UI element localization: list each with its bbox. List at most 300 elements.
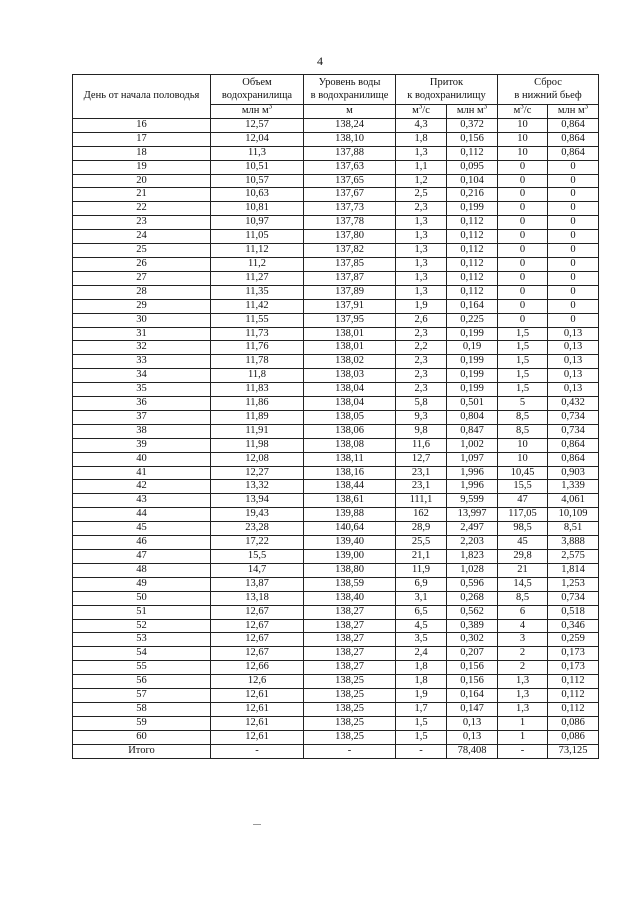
cell-discharge-volume: 0,864: [548, 118, 599, 132]
cell-inflow-volume: 2,497: [447, 522, 498, 536]
cell-inflow-rate: 1,3: [396, 244, 447, 258]
cell-discharge-rate: 15,5: [498, 480, 548, 494]
header-discharge-line2: в нижний бьеф: [514, 89, 582, 101]
header-level-line2: в водохранилище: [310, 89, 389, 101]
cell-level: 138,04: [304, 383, 396, 397]
cell-inflow-volume: 0,164: [447, 689, 498, 703]
cell-inflow-volume: 0,199: [447, 355, 498, 369]
cell-inflow-rate: 2,3: [396, 383, 447, 397]
cell-day: 31: [73, 327, 211, 341]
cell-level: 139,88: [304, 508, 396, 522]
cell-day: 39: [73, 438, 211, 452]
cell-level: 138,01: [304, 341, 396, 355]
table-row: [73, 424, 599, 438]
cell-level: 137,67: [304, 188, 396, 202]
total-volume: -: [211, 744, 304, 758]
cell-inflow-rate: 1,3: [396, 146, 447, 160]
cell-day: 50: [73, 591, 211, 605]
cell-inflow-volume: 0,199: [447, 369, 498, 383]
cell-discharge-rate: 1: [498, 730, 548, 744]
cell-inflow-rate: 4,5: [396, 619, 447, 633]
cell-inflow-rate: 1,2: [396, 174, 447, 188]
cell-volume: 17,22: [211, 536, 304, 550]
cell-discharge-volume: 0,112: [548, 689, 599, 703]
cell-day: 40: [73, 452, 211, 466]
table-row: [73, 313, 599, 327]
cell-discharge-rate: 1,5: [498, 355, 548, 369]
cell-inflow-rate: 25,5: [396, 536, 447, 550]
table-row: [73, 536, 599, 550]
cell-volume: 11,35: [211, 285, 304, 299]
table-body: [73, 118, 599, 758]
cell-discharge-rate: 45: [498, 536, 548, 550]
cell-inflow-volume: 1,823: [447, 550, 498, 564]
cell-day: 36: [73, 397, 211, 411]
cell-discharge-rate: 21: [498, 563, 548, 577]
cell-level: 138,27: [304, 647, 396, 661]
cell-level: 138,27: [304, 633, 396, 647]
cell-discharge-rate: 10: [498, 438, 548, 452]
cell-discharge-rate: 0: [498, 216, 548, 230]
cell-level: 138,44: [304, 480, 396, 494]
cell-inflow-rate: 1,5: [396, 730, 447, 744]
cell-level: 139,00: [304, 550, 396, 564]
table-row: [73, 452, 599, 466]
cell-volume: 12,66: [211, 661, 304, 675]
cell-inflow-rate: 2,5: [396, 188, 447, 202]
cell-discharge-rate: 1,5: [498, 369, 548, 383]
table-row: [73, 619, 599, 633]
cell-level: 138,05: [304, 410, 396, 424]
cell-volume: 15,5: [211, 550, 304, 564]
cell-level: 138,27: [304, 605, 396, 619]
cell-inflow-volume: 0,372: [447, 118, 498, 132]
cell-volume: 12,61: [211, 716, 304, 730]
table-header: [73, 75, 599, 119]
cell-discharge-volume: 1,253: [548, 577, 599, 591]
cell-level: 138,04: [304, 397, 396, 411]
cell-discharge-rate: 3: [498, 633, 548, 647]
cell-discharge-volume: 10,109: [548, 508, 599, 522]
cell-inflow-volume: 13,997: [447, 508, 498, 522]
cell-inflow-rate: 5,8: [396, 397, 447, 411]
cell-discharge-rate: 6: [498, 605, 548, 619]
cell-volume: 10,57: [211, 174, 304, 188]
cell-discharge-volume: 0,13: [548, 383, 599, 397]
cell-discharge-rate: 2: [498, 661, 548, 675]
cell-day: 33: [73, 355, 211, 369]
header-volume-line2: водохранилища: [221, 89, 293, 101]
cell-level: 137,73: [304, 202, 396, 216]
cell-discharge-volume: 0,086: [548, 716, 599, 730]
cell-inflow-volume: 0,112: [447, 244, 498, 258]
cell-level: 138,16: [304, 466, 396, 480]
cell-discharge-volume: 0: [548, 174, 599, 188]
table-row: [73, 369, 599, 383]
cell-discharge-rate: 0: [498, 271, 548, 285]
cell-level: 138,40: [304, 591, 396, 605]
cell-inflow-volume: 1,028: [447, 563, 498, 577]
cell-level: 137,89: [304, 285, 396, 299]
cell-level: 138,27: [304, 619, 396, 633]
cell-inflow-rate: 11,6: [396, 438, 447, 452]
cell-inflow-volume: 0,112: [447, 146, 498, 160]
cell-discharge-volume: 0: [548, 299, 599, 313]
table-row: [73, 383, 599, 397]
total-row: [73, 744, 599, 758]
table-row: [73, 605, 599, 619]
cell-discharge-rate: 1: [498, 716, 548, 730]
cell-discharge-volume: 0,173: [548, 661, 599, 675]
cell-discharge-volume: 0,112: [548, 702, 599, 716]
cell-volume: 12,61: [211, 702, 304, 716]
cell-discharge-rate: 0: [498, 244, 548, 258]
cell-inflow-rate: 9,3: [396, 410, 447, 424]
cell-discharge-rate: 0: [498, 285, 548, 299]
cell-inflow-rate: 6,5: [396, 605, 447, 619]
cell-level: 137,82: [304, 244, 396, 258]
cell-inflow-rate: 1,3: [396, 271, 447, 285]
cell-day: 26: [73, 257, 211, 271]
cell-discharge-volume: 0: [548, 188, 599, 202]
header-day: День от начала половодья: [73, 75, 211, 119]
total-inflow-volume: 78,408: [447, 744, 498, 758]
cell-discharge-volume: 0,734: [548, 410, 599, 424]
cell-volume: 11,55: [211, 313, 304, 327]
cell-discharge-rate: 0: [498, 188, 548, 202]
cell-discharge-volume: 0: [548, 202, 599, 216]
cell-inflow-volume: 0,207: [447, 647, 498, 661]
table-row: [73, 397, 599, 411]
cell-discharge-volume: 0,13: [548, 369, 599, 383]
cell-inflow-rate: 1,1: [396, 160, 447, 174]
table-row: [73, 327, 599, 341]
cell-discharge-rate: 1,3: [498, 702, 548, 716]
cell-inflow-rate: 1,3: [396, 230, 447, 244]
cell-discharge-rate: 2: [498, 647, 548, 661]
cell-day: 47: [73, 550, 211, 564]
unit-discharge-volume: млн $м^3$: [548, 105, 599, 119]
cell-inflow-rate: 1,9: [396, 689, 447, 703]
cell-day: 19: [73, 160, 211, 174]
cell-inflow-volume: 0,199: [447, 327, 498, 341]
cell-inflow-volume: 0,847: [447, 424, 498, 438]
cell-discharge-rate: 10: [498, 118, 548, 132]
scan-mark: [253, 824, 261, 825]
cell-day: 51: [73, 605, 211, 619]
cell-level: 137,91: [304, 299, 396, 313]
cell-day: 37: [73, 410, 211, 424]
cell-inflow-rate: 162: [396, 508, 447, 522]
cell-discharge-volume: 0,864: [548, 146, 599, 160]
cell-inflow-volume: 0,804: [447, 410, 498, 424]
cell-volume: 12,61: [211, 730, 304, 744]
unit-discharge-rate: $м^3/с$: [498, 105, 548, 119]
cell-inflow-volume: 0,19: [447, 341, 498, 355]
cell-discharge-rate: 0: [498, 160, 548, 174]
cell-day: 30: [73, 313, 211, 327]
cell-level: 138,03: [304, 369, 396, 383]
cell-day: 38: [73, 424, 211, 438]
cell-discharge-rate: 5: [498, 397, 548, 411]
cell-volume: 12,67: [211, 647, 304, 661]
cell-day: 59: [73, 716, 211, 730]
cell-level: 138,11: [304, 452, 396, 466]
cell-inflow-volume: 0,156: [447, 132, 498, 146]
cell-level: 138,25: [304, 689, 396, 703]
cell-day: 55: [73, 661, 211, 675]
cell-day: 16: [73, 118, 211, 132]
cell-discharge-rate: 14,5: [498, 577, 548, 591]
cell-volume: 10,63: [211, 188, 304, 202]
cell-day: 18: [73, 146, 211, 160]
cell-inflow-volume: 0,596: [447, 577, 498, 591]
cell-discharge-rate: 1,5: [498, 383, 548, 397]
cell-volume: 13,94: [211, 494, 304, 508]
cell-discharge-volume: 0,346: [548, 619, 599, 633]
cell-inflow-rate: 23,1: [396, 466, 447, 480]
cell-day: 25: [73, 244, 211, 258]
cell-discharge-volume: 0,864: [548, 132, 599, 146]
table-row: [73, 716, 599, 730]
cell-level: 138,80: [304, 563, 396, 577]
cell-inflow-volume: 0,164: [447, 299, 498, 313]
page-number: 4: [317, 54, 323, 68]
cell-day: 28: [73, 285, 211, 299]
cell-volume: 11,76: [211, 341, 304, 355]
cell-level: 138,25: [304, 730, 396, 744]
cell-volume: 13,32: [211, 480, 304, 494]
header-inflow-line2: к водохранилищу: [407, 89, 486, 101]
cell-inflow-volume: 0,302: [447, 633, 498, 647]
cell-volume: 12,67: [211, 605, 304, 619]
cell-inflow-rate: 3,1: [396, 591, 447, 605]
cell-discharge-rate: 8,5: [498, 410, 548, 424]
cell-level: 138,06: [304, 424, 396, 438]
cell-inflow-volume: 0,389: [447, 619, 498, 633]
cell-volume: 11,91: [211, 424, 304, 438]
cell-inflow-rate: 2,3: [396, 202, 447, 216]
table-row: [73, 702, 599, 716]
table-row: [73, 522, 599, 536]
cell-inflow-rate: 2,3: [396, 355, 447, 369]
cell-day: 57: [73, 689, 211, 703]
cell-discharge-volume: 3,888: [548, 536, 599, 550]
cell-inflow-volume: 0,156: [447, 675, 498, 689]
cell-volume: 11,05: [211, 230, 304, 244]
cell-discharge-rate: 1,3: [498, 689, 548, 703]
table-row: [73, 271, 599, 285]
cell-day: 29: [73, 299, 211, 313]
table-row: [73, 675, 599, 689]
cell-discharge-volume: 0: [548, 285, 599, 299]
cell-discharge-rate: 4: [498, 619, 548, 633]
cell-inflow-volume: 0,13: [447, 730, 498, 744]
cell-volume: 13,87: [211, 577, 304, 591]
cell-inflow-volume: 0,112: [447, 257, 498, 271]
table-row: [73, 577, 599, 591]
table-row: [73, 160, 599, 174]
cell-level: 137,63: [304, 160, 396, 174]
cell-discharge-volume: 0: [548, 216, 599, 230]
cell-volume: 11,12: [211, 244, 304, 258]
cell-discharge-volume: 0: [548, 160, 599, 174]
cell-discharge-volume: 0,864: [548, 452, 599, 466]
cell-day: 54: [73, 647, 211, 661]
cell-level: 137,65: [304, 174, 396, 188]
table-row: [73, 647, 599, 661]
cell-inflow-volume: 0,112: [447, 271, 498, 285]
cell-volume: 10,97: [211, 216, 304, 230]
cell-inflow-volume: 0,199: [447, 383, 498, 397]
cell-inflow-volume: 0,112: [447, 230, 498, 244]
cell-discharge-rate: 10,45: [498, 466, 548, 480]
cell-discharge-rate: 10: [498, 132, 548, 146]
cell-discharge-volume: 2,575: [548, 550, 599, 564]
cell-inflow-volume: 1,996: [447, 480, 498, 494]
total-day: Итого: [73, 744, 211, 758]
cell-inflow-volume: 1,097: [447, 452, 498, 466]
unit-inflow-rate: $м^3/с$: [396, 105, 447, 119]
table-row: [73, 216, 599, 230]
cell-discharge-volume: 0: [548, 313, 599, 327]
table-row: [73, 257, 599, 271]
cell-day: 21: [73, 188, 211, 202]
cell-inflow-rate: 21,1: [396, 550, 447, 564]
cell-volume: 11,27: [211, 271, 304, 285]
cell-volume: 12,67: [211, 619, 304, 633]
cell-inflow-rate: 23,1: [396, 480, 447, 494]
cell-day: 35: [73, 383, 211, 397]
cell-level: 138,02: [304, 355, 396, 369]
cell-level: 138,25: [304, 702, 396, 716]
table-row: [73, 299, 599, 313]
table-row: [73, 174, 599, 188]
cell-inflow-rate: 1,8: [396, 675, 447, 689]
cell-day: 22: [73, 202, 211, 216]
cell-volume: 12,04: [211, 132, 304, 146]
cell-day: 44: [73, 508, 211, 522]
table-row: [73, 689, 599, 703]
cell-volume: 11,3: [211, 146, 304, 160]
cell-discharge-rate: 1,5: [498, 327, 548, 341]
header-discharge-line1: Сброс: [534, 76, 562, 88]
header-level: [304, 75, 396, 105]
cell-level: 138,25: [304, 716, 396, 730]
total-inflow-rate: -: [396, 744, 447, 758]
cell-discharge-rate: 98,5: [498, 522, 548, 536]
cell-volume: 12,57: [211, 118, 304, 132]
table-row: [73, 118, 599, 132]
cell-day: 49: [73, 577, 211, 591]
cell-inflow-rate: 2,6: [396, 313, 447, 327]
cell-day: 52: [73, 619, 211, 633]
cell-discharge-volume: 0: [548, 271, 599, 285]
cell-volume: 12,08: [211, 452, 304, 466]
cell-volume: 11,2: [211, 257, 304, 271]
header-inflow: [396, 75, 498, 105]
cell-inflow-rate: 1,3: [396, 216, 447, 230]
table-row: [73, 410, 599, 424]
table-row: [73, 591, 599, 605]
cell-volume: 11,86: [211, 397, 304, 411]
cell-day: 27: [73, 271, 211, 285]
cell-inflow-volume: 0,13: [447, 716, 498, 730]
unit-inflow-volume: млн $м^3$: [447, 105, 498, 119]
cell-day: 42: [73, 480, 211, 494]
cell-discharge-volume: 0,903: [548, 466, 599, 480]
cell-inflow-volume: 0,216: [447, 188, 498, 202]
cell-inflow-volume: 2,203: [447, 536, 498, 550]
cell-inflow-volume: 0,112: [447, 216, 498, 230]
cell-volume: 11,42: [211, 299, 304, 313]
table-row: [73, 480, 599, 494]
cell-volume: 12,61: [211, 689, 304, 703]
cell-inflow-rate: 2,4: [396, 647, 447, 661]
table-row: [73, 550, 599, 564]
cell-day: 17: [73, 132, 211, 146]
cell-inflow-rate: 2,3: [396, 369, 447, 383]
header-discharge: [498, 75, 599, 105]
cell-volume: 14,7: [211, 563, 304, 577]
cell-level: 137,88: [304, 146, 396, 160]
table-row: [73, 730, 599, 744]
table-row: [73, 355, 599, 369]
cell-discharge-volume: 0,13: [548, 355, 599, 369]
cell-level: 138,25: [304, 675, 396, 689]
table-row: [73, 466, 599, 480]
cell-inflow-volume: 1,002: [447, 438, 498, 452]
cell-inflow-rate: 2,2: [396, 341, 447, 355]
cell-day: 41: [73, 466, 211, 480]
cell-discharge-rate: 29,8: [498, 550, 548, 564]
cell-inflow-volume: 0,199: [447, 202, 498, 216]
header-volume-line1: Объем: [242, 76, 272, 88]
cell-inflow-rate: 28,9: [396, 522, 447, 536]
cell-day: 24: [73, 230, 211, 244]
cell-discharge-volume: 0,086: [548, 730, 599, 744]
table-row: [73, 563, 599, 577]
table-row: [73, 188, 599, 202]
header-volume: [211, 75, 304, 105]
cell-inflow-volume: 0,268: [447, 591, 498, 605]
cell-discharge-volume: 0,112: [548, 675, 599, 689]
cell-inflow-rate: 1,3: [396, 257, 447, 271]
cell-inflow-volume: 0,112: [447, 285, 498, 299]
cell-inflow-volume: 0,156: [447, 661, 498, 675]
cell-discharge-volume: 8,51: [548, 522, 599, 536]
cell-volume: 23,28: [211, 522, 304, 536]
cell-volume: 11,73: [211, 327, 304, 341]
cell-discharge-rate: 10: [498, 146, 548, 160]
table-row: [73, 494, 599, 508]
cell-level: 137,95: [304, 313, 396, 327]
cell-inflow-rate: 111,1: [396, 494, 447, 508]
cell-level: 137,87: [304, 271, 396, 285]
cell-discharge-volume: 0: [548, 257, 599, 271]
cell-inflow-rate: 1,8: [396, 661, 447, 675]
cell-level: 137,78: [304, 216, 396, 230]
cell-discharge-rate: 8,5: [498, 591, 548, 605]
cell-discharge-rate: 0: [498, 313, 548, 327]
cell-inflow-rate: 4,3: [396, 118, 447, 132]
cell-discharge-rate: 0: [498, 174, 548, 188]
cell-inflow-rate: 9,8: [396, 424, 447, 438]
cell-volume: 11,83: [211, 383, 304, 397]
cell-discharge-rate: 0: [498, 299, 548, 313]
unit-volume: млн $м^3$: [211, 105, 304, 119]
table-row: [73, 132, 599, 146]
